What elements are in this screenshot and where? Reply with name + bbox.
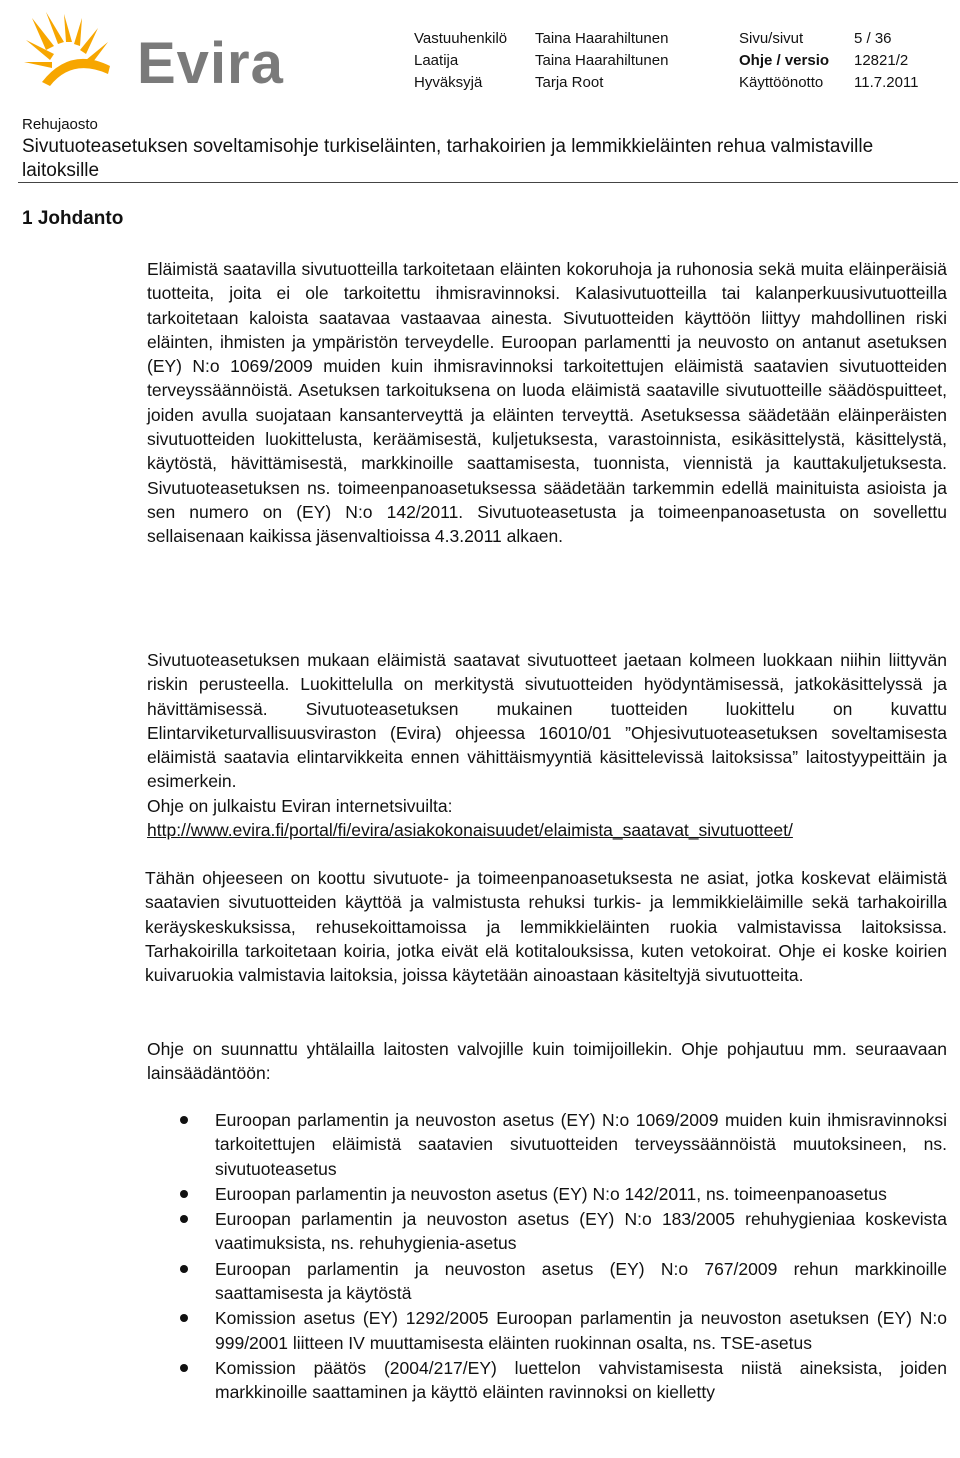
meta-label: Vastuuhenkilö [414, 30, 508, 47]
paragraph-classification [147, 648, 947, 842]
bullet-icon [180, 1364, 188, 1372]
header-divider [18, 182, 958, 183]
meta-value: 11.7.2011 [854, 74, 919, 91]
legislation-list [147, 1108, 947, 1406]
evira-sun-icon [24, 10, 134, 90]
list-item [147, 1108, 947, 1181]
section-heading: 1 Johdanto [22, 208, 124, 229]
meta-value: Tarja Root [535, 74, 604, 91]
list-item [147, 1182, 947, 1206]
organization-unit: Rehujaosto [22, 116, 98, 133]
bullet-icon [180, 1265, 188, 1273]
list-item [147, 1257, 947, 1306]
list-item [147, 1356, 947, 1405]
bullet-icon [180, 1116, 188, 1124]
meta-label: Ohje / versio [739, 52, 830, 69]
paragraph-audience: Ohje on suunnattu yhtälailla laitosten valvojille kuin toimijoillekin. Ohje pohjautuu mm. seuraavaan lainsäädäntöön: [147, 1039, 947, 1084]
list-item-text: Euroopan parlamentin ja neuvoston asetus (EY) N:o 142/2011, ns. toimeenpanoasetus [215, 1183, 887, 1204]
logo-wordmark: Evira [137, 31, 284, 96]
list-item-text: Komission päätös (2004/217/EY) luettelon vahvistamisesta niistä aineksista, joiden markkinoille saattaminen ja käyttö eläinten ravinnoksi on kielletty [215, 1357, 947, 1403]
paragraph-text: Sivutuoteasetuksen mukaan eläimistä saatavat sivutuotteet jaetaan kolmeen luokkaan niihin liittyvän riskin perusteella. Luokittelulla on merkitystä sivutuotteiden hyödyntämisessä, jatkokäsittelyssä ja hävittämisessä. Sivutuoteasetuksen mukainen tuotteiden luokittelu on kuvattu Elintarviketurvallisuusviraston (Evira) ohjeessa 16010/01 ”Ohjesivutuoteasetuksen soveltamisesta eläimistä saatavia elintarvikkeita ennen vähittäismyyntiä käsittelevissä laitoksissa” laitostyypeittäin ja esimerkein. [147, 650, 947, 792]
meta-label: Käyttöönotto [739, 74, 824, 91]
meta-value: 5 / 36 [854, 30, 892, 47]
document-title: Sivutuoteasetuksen soveltamisohje turkiseläinten, tarhakoirien ja lemmikkieläinten rehua valmistaville laitoksille [22, 136, 874, 181]
meta-label: Sivu/sivut [739, 30, 804, 47]
meta-label: Hyväksyjä [414, 74, 483, 91]
list-item-text: Komission asetus (EY) 1292/2005 Euroopan parlamentin ja neuvoston asetuksen (EY) N:o 999/2001 liitteen IV muuttamisesta eläinten ruokinnan osalta, ns. TSE-asetus [215, 1308, 947, 1353]
bullet-icon [180, 1215, 188, 1223]
bullet-icon [180, 1190, 188, 1198]
meta-value: Taina Haarahiltunen [535, 30, 669, 47]
meta-label: Laatija [414, 52, 459, 69]
paragraph-intro: Eläimistä saatavilla sivutuotteilla tarkoitetaan eläinten kokoruhoja ja ruhonosia sekä muita eläinperäisiä tuotteita, joita ei ole tarkoitettu ihmisravinnoksi. Kalasivutuotteilla tai kalanperkuusivutuotteilla tarkoitetaan kaloista saatavaa vastaavaa ainesta. Sivutuotteiden käyttöön liittyy mahdollinen riski eläinten, ihmisten ja ympäristön terveydelle. Euroopan parlamentti ja neuvosto on antanut asetuksen (EY) N:o 1069/2009 muiden kuin ihmisravinnoksi tarkoitettujen eläimistä saatavien sivutuotteiden terveyssäännöistä. Asetuksen tarkoituksena on luoda eläimistä saataville sivutuotteille säädöspuitteet, joiden avulla suojataan kansanterveyttä ja eläinten terveyttä. Asetuksessa säädetään eläinperäisten sivutuotteiden luokittelusta, keräämisestä, kuljetuksesta, varastoinnista, esikäsittelystä, käsittelystä, käytöstä, hävittämisestä, markkinoille saattamisesta, tuonnista, viennistä ja kauttakuljetuksesta. Sivutuoteasetuksen ns. toimeenpanoasetuksessa säädetään tarkemmin edellä mainituista asioista ja sen numero on (EY) N:o 142/2011. Sivutuoteasetusta ja toimeenpanoasetusta on sovellettu sellaisenaan kaikissa jäsenvaltioissa 4.3.2011 alkaen. [147, 259, 947, 547]
list-item-text: Euroopan parlamentin ja neuvoston asetus (EY) N:o 183/2005 rehuhygieniaa koskevista vaatimuksista, ns. rehuhygienia-asetus [215, 1209, 947, 1254]
list-item [147, 1306, 947, 1355]
evira-logo [24, 10, 284, 96]
paragraph-scope: Tähän ohjeeseen on koottu sivutuote- ja toimeenpanoasetuksesta ne asiat, jotka koskevat eläimistä saatavien sivutuotteiden käyttöä ja valmistusta rehuksi turkis- ja lemmikkieläimille sekä tarhakoirilla keräyskeskuksissa, rehusekoittamoissa ja lemmikkieläinten ruokia valmistavissa laitoksissa. Tarhakoirilla tarkoitetaan koiria, jotka eivät elä kotitalouksissa, kuten vetokoirat. Ohje ei koske koirien kuivaruokia valmistavia laitoksia, joissa käytetään ainoastaan käsiteltyjä sivutuotteita. [145, 868, 947, 986]
evira-guide-link[interactable]: http://www.evira.fi/portal/fi/evira/asiakokonaisuudet/elaimista_saatavat_sivutuotteet/ [147, 820, 793, 841]
list-item-text: Euroopan parlamentin ja neuvoston asetus (EY) N:o 1069/2009 muiden kuin ihmisravinnoksi tarkoitettujen eläimistä saatavien sivutuotteiden terveyssäännöistä muutoksineen, ns. sivutuoteasetus [215, 1110, 947, 1179]
meta-value: 12821/2 [854, 52, 909, 69]
list-item-text: Euroopan parlamentin ja neuvoston asetus (EY) N:o 767/2009 rehun markkinoille saattamisesta ja käytöstä [215, 1258, 947, 1304]
link-intro-text: Ohje on julkaistu Eviran internetsivuilta: [147, 795, 453, 816]
list-item [147, 1207, 947, 1256]
meta-value: Taina Haarahiltunen [535, 52, 669, 69]
bullet-icon [180, 1314, 188, 1322]
